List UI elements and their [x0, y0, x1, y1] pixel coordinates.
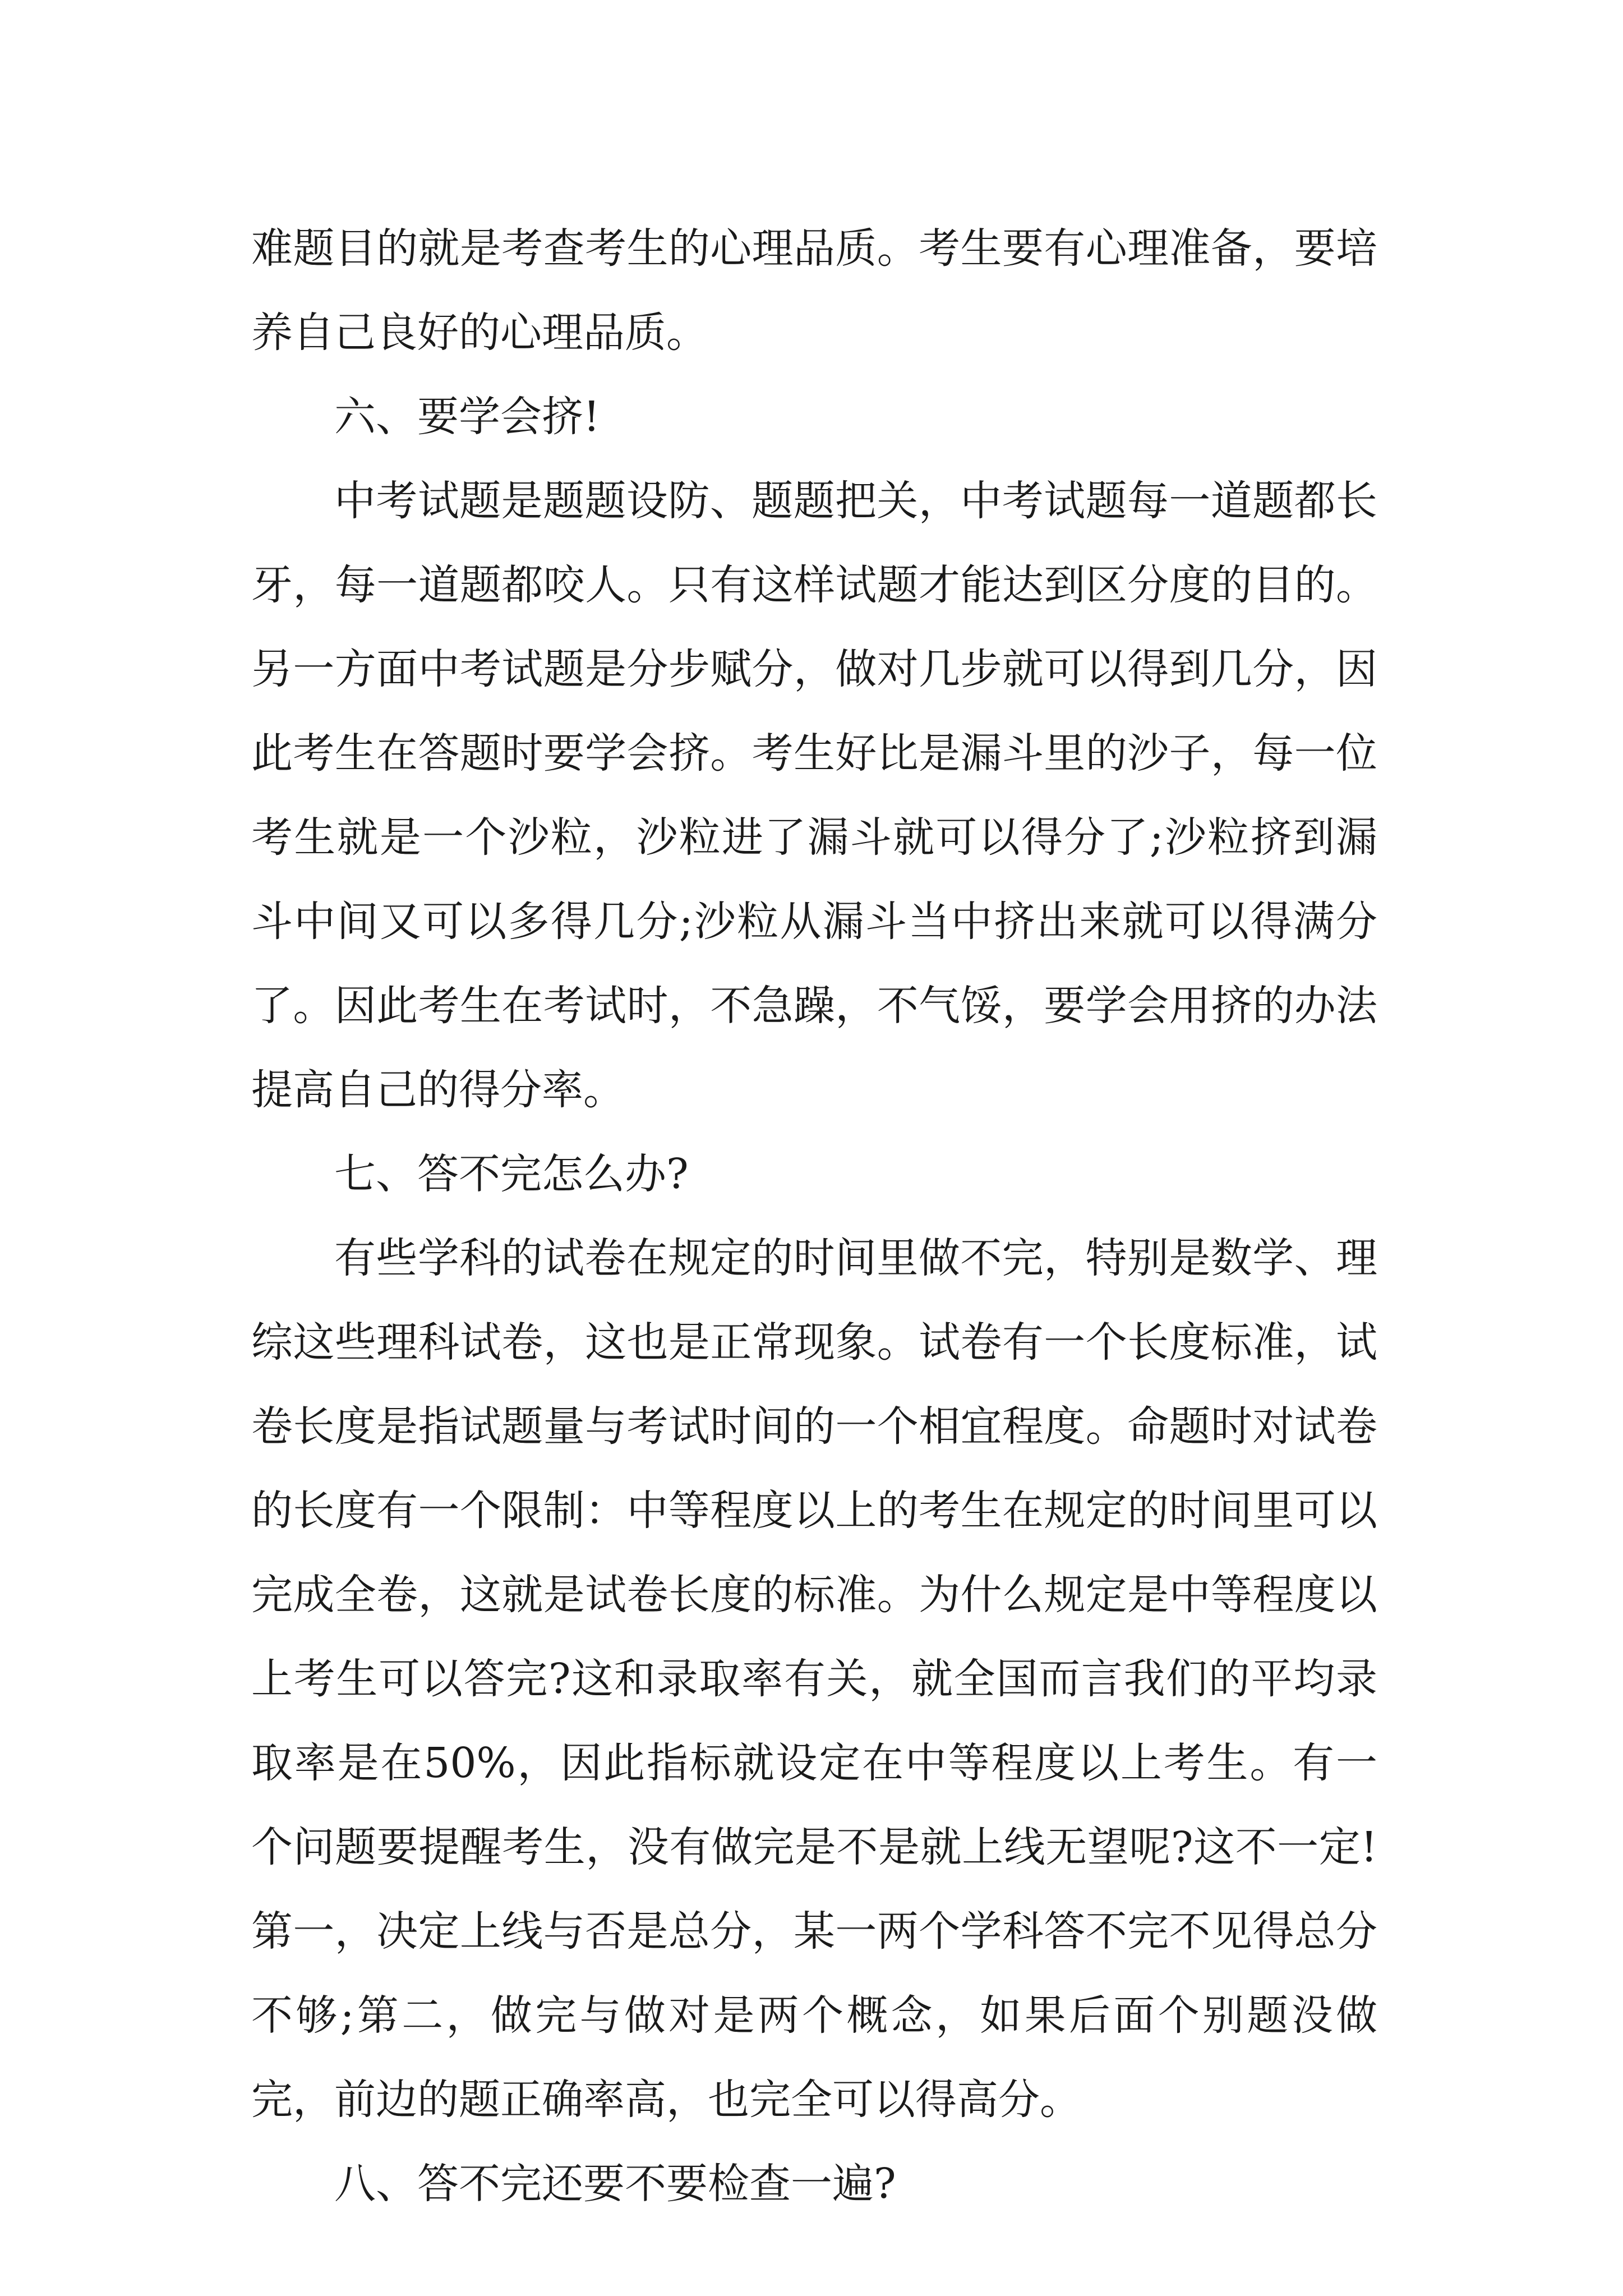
paragraph-squeeze: 中考试题是题题设防、题题把关，中考试题每一道题都长牙，每一道题都咬人。只有这样试题才能达到区分度的目的。另一方面中考试题是分步赋分，做对几步就可以得到几分，因此考生在答题时要学会挤。考生好比是漏斗里的沙子，每一位考生就是一个沙粒，沙粒进了漏斗就可以得分了;沙粒挤到漏斗中间又可以多得几分;沙粒从漏斗当中挤出来就可以得满分了。因此考生在考试时，不急躁，不气馁，要学会用挤的办法提高自己的得分率。	[251, 477, 1377, 1114]
document-body	[251, 206, 1377, 2226]
paragraph-continuation: 难题目的就是考查考生的心理品质。考生要有心理准备，要培养自己良好的心理品质。	[251, 224, 1377, 357]
section-heading-6: 六、要学会挤!	[334, 393, 600, 441]
section-heading-8: 八、答不完还要不要检查一遍?	[334, 2160, 896, 2208]
paragraph-unfinished: 有些学科的试卷在规定的时间里做不完，特别是数学、理综这些理科试卷，这也是正常现象。试卷有一个长度标准，试卷长度是指试题量与考试时间的一个相宜程度。命题时对试卷的长度有一个限制：中等程度以上的考生在规定的时间里可以完成全卷，这就是试卷长度的标准。为什么规定是中等程度以上考生可以答完?这和录取率有关，就全国而言我们的平均录取率是在50%，因此指标就设定在中等程度以上考生。有一个问题要提醒考生，没有做完是不是就上线无望呢?这不一定!第一，决定上线与否是总分，某一两个学科答不完不见得总分不够;第二，做完与做对是两个概念，如果后面个别题没做完，前边的题正确率高，也完全可以得高分。	[251, 1234, 1377, 2124]
section-heading-7: 七、答不完怎么办?	[334, 1150, 689, 1198]
